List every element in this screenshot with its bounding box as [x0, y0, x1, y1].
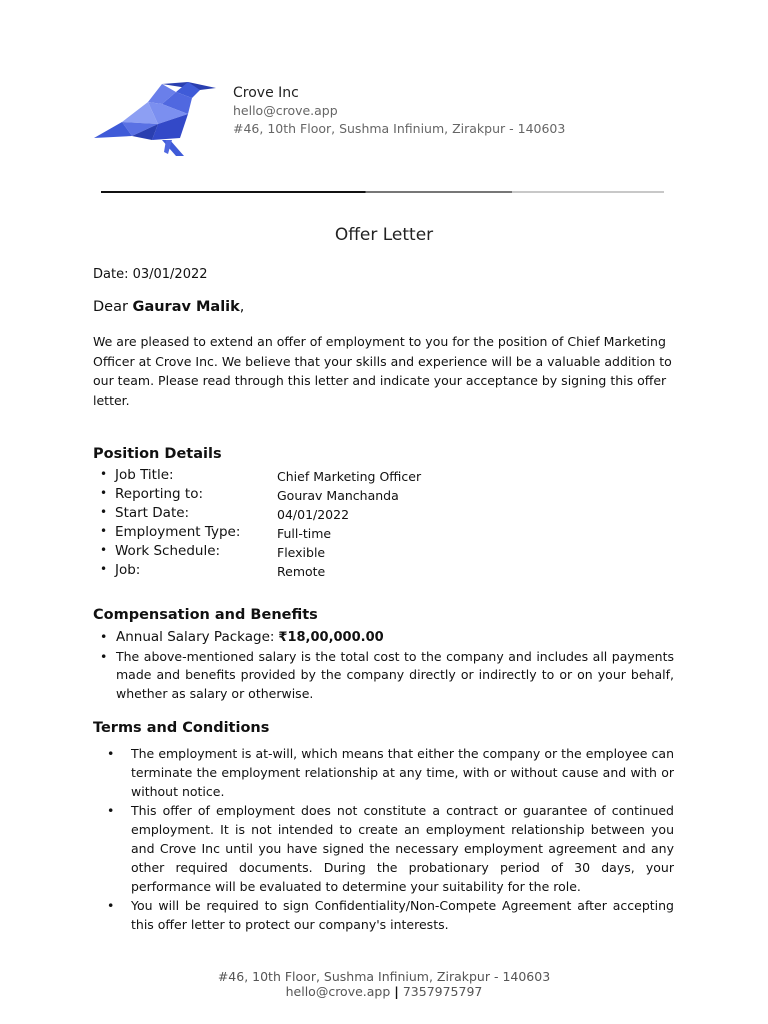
bullet: •	[100, 524, 108, 538]
bullet: •	[100, 486, 108, 500]
footer-separator: |	[394, 984, 399, 999]
recipient-name: Gaurav Malik	[132, 299, 240, 315]
list-item	[100, 467, 600, 486]
page-title: Offer Letter	[334, 225, 434, 245]
list-item	[100, 486, 600, 505]
salutation	[93, 299, 244, 315]
company-email: hello@crove.app	[233, 103, 338, 118]
company-address: #46, 10th Floor, Sushma Infinium, Zirakpur - 140603	[233, 121, 566, 136]
bullet: •	[107, 803, 115, 818]
salary-value: ₹18,00,000.00	[278, 630, 384, 645]
page-footer	[0, 969, 768, 999]
position-list	[100, 467, 600, 581]
list-item	[100, 505, 600, 524]
list-item	[100, 628, 674, 648]
terms-list	[107, 744, 674, 934]
letter-date: Date: 03/01/2022	[93, 267, 208, 282]
term-text: This offer of employment does not constitute a contract or guarantee of continued employment. It is not intended to create an employment relationship between you and Crove Inc until you have signed the necessary employment agreement and any other required documents. During the probationary period of 30 days, your performance will be evaluated to determine your suitability for the role.	[131, 803, 674, 894]
compensation-list	[100, 628, 674, 703]
position-value: Gourav Manchanda	[277, 488, 399, 503]
position-label: Reporting to:	[115, 486, 204, 502]
bullet: •	[100, 543, 108, 557]
term-text: The employment is at-will, which means that either the company or the employee can terminate the employment relationship at any time, with or without cause and with or without notice.	[131, 746, 674, 799]
list-item	[107, 744, 674, 801]
list-item	[107, 896, 674, 934]
intro-paragraph: We are pleased to extend an offer of employment to you for the position of Chief Marketing Officer at Crove Inc. We believe that your skills and experience will be a valuable addition to our team. Please read through this letter and indicate your acceptance by signing this offer letter.	[93, 334, 672, 408]
bullet: •	[107, 746, 115, 761]
bullet: •	[100, 648, 108, 664]
header-divider	[101, 191, 664, 193]
bullet: •	[100, 629, 108, 644]
bullet: •	[100, 505, 108, 519]
salary-label: Annual Salary Package:	[116, 629, 275, 645]
bullet: •	[100, 562, 108, 576]
list-item	[100, 562, 600, 581]
position-value: Chief Marketing Officer	[277, 469, 422, 484]
list-item	[100, 543, 600, 562]
term-text: You will be required to sign Confidentiality/Non-Compete Agreement after accepting this offer letter to protect our company's interests.	[131, 898, 674, 932]
position-label: Job Title:	[115, 467, 174, 483]
salutation-word: Dear	[93, 299, 128, 315]
footer-contact	[0, 984, 768, 999]
position-value: Full-time	[277, 526, 332, 541]
position-heading: Position Details	[93, 446, 222, 462]
footer-address: #46, 10th Floor, Sushma Infinium, Zirakpur - 140603	[217, 969, 551, 984]
footer-phone: 7357975797	[402, 984, 483, 999]
bullet: •	[107, 898, 115, 913]
compensation-heading: Compensation and Benefits	[93, 607, 318, 623]
salary-note: The above-mentioned salary is the total cost to the company and includes all payments made and benefits provided by the company directly or indirectly to or on your behalf, whether as salary or otherwise.	[116, 648, 674, 701]
list-item	[100, 524, 600, 543]
salutation-comma: ,	[239, 299, 245, 315]
company-header	[233, 84, 565, 138]
crow-logo-icon	[92, 78, 220, 158]
terms-heading: Terms and Conditions	[93, 720, 270, 736]
position-label: Work Schedule:	[115, 543, 221, 559]
position-label: Job:	[115, 562, 141, 578]
list-item	[107, 801, 674, 896]
footer-email: hello@crove.app	[285, 984, 391, 999]
position-label: Start Date:	[115, 505, 190, 521]
position-value: 04/01/2022	[277, 507, 350, 522]
position-value: Remote	[277, 564, 326, 579]
company-name: Crove Inc	[233, 85, 299, 101]
position-label: Employment Type:	[115, 524, 241, 540]
bullet: •	[100, 467, 108, 481]
list-item	[100, 648, 674, 704]
position-value: Flexible	[277, 545, 326, 560]
